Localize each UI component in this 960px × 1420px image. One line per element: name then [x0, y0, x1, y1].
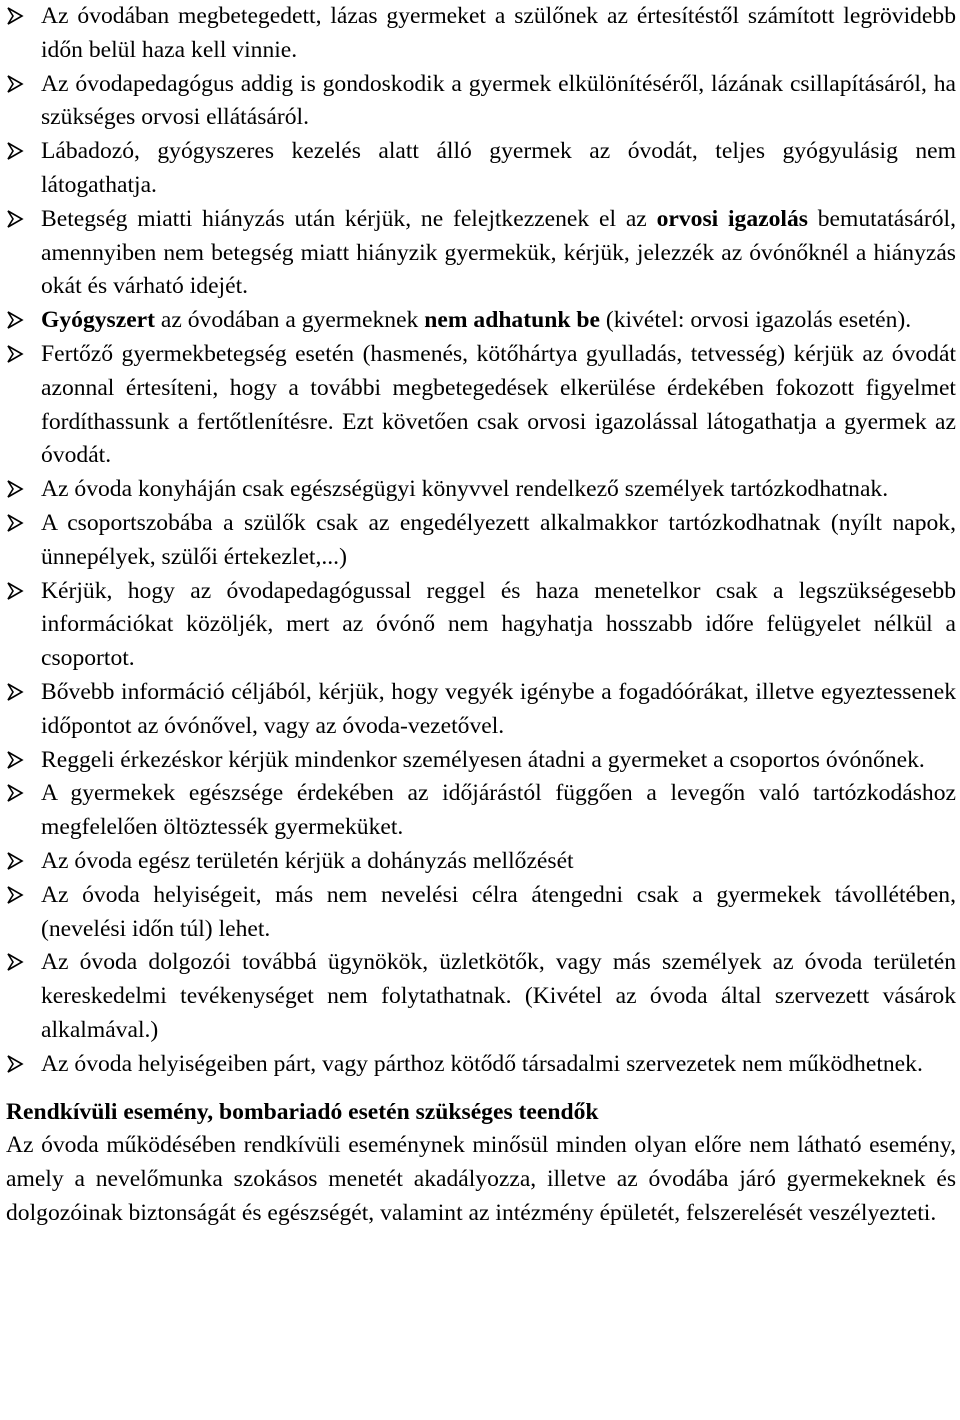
rules-bullet-list: [6, 0, 956, 1082]
bullet-item: [6, 135, 956, 203]
bullet-item: [6, 507, 956, 575]
bullet-text: [41, 510, 956, 570]
text-segment: (kivétel: orvosi igazolás esetén).: [599, 307, 912, 334]
bullet-text: [41, 780, 956, 840]
arrow-bullet-icon: [6, 784, 26, 804]
bullet-item: [6, 68, 956, 136]
bullet-text: [41, 341, 956, 468]
arrow-bullet-icon: [6, 514, 26, 534]
bold-text-segment: Gyógyszert: [41, 307, 155, 334]
text-segment: az óvodában a gyermeknek: [155, 307, 425, 334]
arrow-bullet-icon: [6, 852, 26, 872]
text-segment: Az óvodapedagógus addig is gondoskodik a gyermek elkülönítéséről, lázának csillapításáról, ha szükséges orvosi ellátásáról.: [41, 70, 956, 131]
arrow-bullet-icon: [6, 7, 26, 27]
bullet-text: [41, 679, 956, 739]
text-segment: Az óvoda dolgozói továbbá ügynökök, üzletkötők, vagy más személyek az óvoda területén kereskedelmi tevékenységet nem folytathatnak. (Kivétel az óvoda által szervezett vásárok alkalmával.): [41, 949, 956, 1043]
text-segment: Reggeli érkezéskor kérjük mindenkor személyesen átadni a gyermeket a csoportos óvónőnek.: [41, 746, 925, 773]
bullet-text: [41, 1051, 923, 1077]
arrow-bullet-icon: [6, 886, 26, 906]
bullet-text: [41, 307, 911, 333]
bullet-text: [41, 848, 574, 874]
arrow-bullet-icon: [6, 582, 26, 602]
arrow-bullet-icon: [6, 480, 26, 500]
text-segment: Az óvoda helyiségeiben párt, vagy párthoz kötődő társadalmi szervezetek nem működhetnek.: [41, 1050, 923, 1077]
document-page: [6, 0, 956, 1231]
bullet-item: [6, 338, 956, 473]
text-segment: bemutatásáról, amennyiben nem betegség miatt hiányzik gyermekük, kérjük, jelezzék az óvónőknél a hiányzás okát és várható idejét.: [41, 205, 956, 300]
text-segment: Fertőző gyermekbetegség esetén (hasmenés, kötőhártya gyulladás, tetvesség) kérjük az óvodát azonnal értesíteni, hogy a további megbetegedések elkerülése érdekében fokozott figyelmet fordíthassunk a fertőtlenítésre. Ezt követően csak orvosi igazolással látogathatja a gyermek az óvodát.: [41, 340, 956, 469]
bullet-item: [6, 845, 956, 879]
arrow-bullet-icon: [6, 1055, 26, 1075]
arrow-bullet-icon: [6, 210, 26, 230]
bullet-item: [6, 676, 956, 744]
arrow-bullet-icon: [6, 142, 26, 162]
bullet-text: [41, 138, 956, 198]
arrow-bullet-icon: [6, 953, 26, 973]
bullet-item: [6, 946, 956, 1047]
text-segment: A csoportszobába a szülők csak az engedélyezett alkalmakkor tartózkodhatnak (nyílt napok, ünnepélyek, szülői értekezlet,...): [41, 509, 956, 570]
text-segment: Betegség miatti hiányzás után kérjük, ne felejtkezzenek el az: [41, 205, 657, 232]
bullet-text: [41, 747, 925, 773]
bullet-item: [6, 0, 956, 68]
arrow-bullet-icon: [6, 345, 26, 365]
emergency-section: [6, 1096, 956, 1231]
text-segment: Kérjük, hogy az óvodapedagógussal reggel és haza menetelkor csak a legszükségesebb információkat közöljék, mert az óvónő nem hagyhatja hosszabb időre felügyelet nélkül a csoportot.: [41, 577, 956, 672]
text-segment: Az óvoda helyiségeit, más nem nevelési célra átengedni csak a gyermekek távollétében, (nevelési időn túl) lehet.: [41, 881, 956, 942]
bullet-item: [6, 879, 956, 947]
bullet-item: [6, 304, 956, 338]
bullet-text: [41, 882, 956, 942]
bullet-item: [6, 777, 956, 845]
text-segment: Az óvoda egész területén kérjük a dohányzás mellőzését: [41, 847, 574, 874]
text-segment: A gyermekek egészsége érdekében az időjárástól függően a levegőn való tartózkodáshoz megfelelően öltöztessék gyermeküket.: [41, 780, 956, 841]
bullet-text: [41, 578, 956, 672]
text-segment: Az óvoda konyháján csak egészségügyi könyvvel rendelkező személyek tartózkodhatnak.: [41, 476, 889, 503]
arrow-bullet-icon: [6, 683, 26, 703]
bullet-item: [6, 744, 956, 778]
bullet-item: [6, 575, 956, 676]
bullet-text: [41, 206, 956, 300]
section-paragraph: Az óvoda működésében rendkívüli eseménynek minősül minden olyan előre nem látható esemény, amely a nevelőmunka szokásos menetét akadályozza, illetve az óvodába járó gyermekeknek és dolgozóinak biztonságát és egészségét, valamint az intézmény épületét, felszerelését veszélyezteti.: [6, 1132, 956, 1226]
bullet-item: [6, 1048, 956, 1082]
text-segment: Lábadozó, gyógyszeres kezelés alatt álló gyermek az óvodát, teljes gyógyulásig nem látogathatja.: [41, 138, 956, 198]
text-segment: Bővebb információ céljából, kérjük, hogy vegyék igénybe a fogadóórákat, illetve egyeztessenek időpontot az óvónővel, vagy az óvoda-vezetővel.: [41, 678, 956, 739]
bold-text-segment: nem adhatunk be: [424, 307, 600, 334]
bullet-text: [41, 949, 956, 1043]
arrow-bullet-icon: [6, 751, 26, 771]
text-segment: Az óvodában megbetegedett, lázas gyermeket a szülőnek az értesítéstől számított legrövidebb időn belül haza kell vinnie.: [41, 3, 956, 63]
bullet-text: [41, 476, 888, 502]
bullet-text: [41, 71, 956, 131]
arrow-bullet-icon: [6, 75, 26, 95]
bold-text-segment: orvosi igazolás: [656, 205, 808, 232]
bullet-item: [6, 473, 956, 507]
section-heading: Rendkívüli esemény, bombariadó esetén szükséges teendők: [6, 1098, 599, 1125]
bullet-text: [41, 3, 956, 63]
bullet-item: [6, 203, 956, 304]
arrow-bullet-icon: [6, 311, 26, 331]
